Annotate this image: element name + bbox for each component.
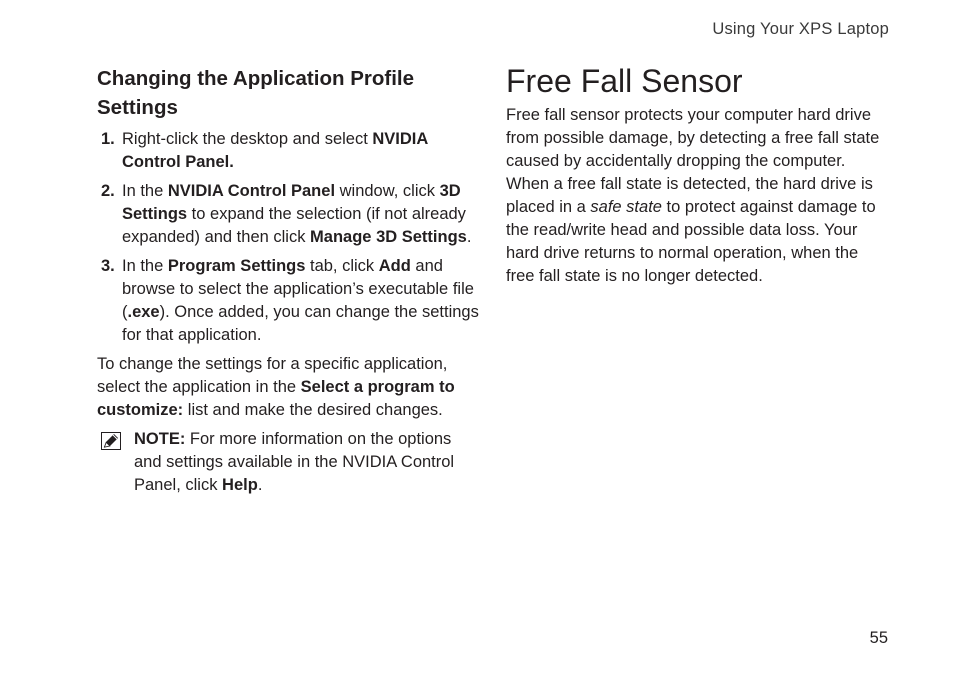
step-emphasis: NVIDIA Control Panel <box>167 182 336 200</box>
note-text <box>134 428 483 497</box>
step-emphasis: 3D Settings <box>122 182 461 223</box>
paragraph-emphasis: Select a program to customize: <box>97 378 455 419</box>
step-text: tab, click <box>305 257 379 275</box>
right-column <box>506 64 888 288</box>
step-text: . <box>466 228 472 246</box>
note-pencil-icon <box>101 432 121 450</box>
step-text: In the <box>122 182 168 200</box>
step-text: Right-click the desktop and select <box>122 130 373 148</box>
step-emphasis: .exe <box>127 303 160 321</box>
step-text: In the <box>122 257 168 275</box>
step-2 <box>97 180 483 249</box>
body-text: to protect against damage to the read/write head and possible data loss. Your hard drive returns to normal operation, when the free fall state is no longer detected. <box>506 198 876 285</box>
paragraph-text: To change the settings for a specific application, select the application in the <box>97 355 448 396</box>
step-3 <box>97 255 483 347</box>
paragraph-text: list and make the desired changes. <box>183 401 443 419</box>
step-text: window, click <box>335 182 440 200</box>
main-heading: Free Fall Sensor <box>506 63 743 99</box>
page-number: 55 <box>869 629 888 647</box>
step-emphasis: Program Settings <box>167 257 306 275</box>
step-number: 3. <box>101 257 115 275</box>
step-text: ). Once added, you can change the settings for that application. <box>122 303 479 344</box>
steps-list <box>97 128 483 347</box>
step-emphasis: NVIDIA Control Panel. <box>122 130 428 171</box>
free-fall-paragraph <box>506 104 888 288</box>
step-number: 1. <box>101 130 115 148</box>
body-italic: safe state <box>590 198 662 216</box>
step-text: and browse to select the application’s executable file ( <box>122 257 474 321</box>
instruction-paragraph <box>97 353 483 422</box>
note-emphasis: Help <box>222 476 258 494</box>
running-head: Using Your XPS Laptop <box>712 20 889 38</box>
step-text: to expand the selection (if not already expanded) and then click <box>122 205 466 246</box>
note-block <box>97 428 483 497</box>
left-column <box>97 64 483 497</box>
step-emphasis: Add <box>378 257 411 275</box>
note-body: For more information on the options and settings available in the NVIDIA Control Panel, click <box>134 430 455 494</box>
step-number: 2. <box>101 182 115 200</box>
note-label: NOTE: <box>134 430 186 448</box>
body-text: Free fall sensor protects your computer hard drive from possible damage, by detecting a free fall state caused by accidentally dropping the computer. When a free fall state is detected, the hard drive is placed in a <box>506 106 880 216</box>
step-emphasis: Manage 3D Settings <box>310 228 467 246</box>
note-body: . <box>257 476 263 494</box>
section-heading: Changing the Application Profile Settings <box>97 67 414 119</box>
step-1 <box>97 128 483 174</box>
